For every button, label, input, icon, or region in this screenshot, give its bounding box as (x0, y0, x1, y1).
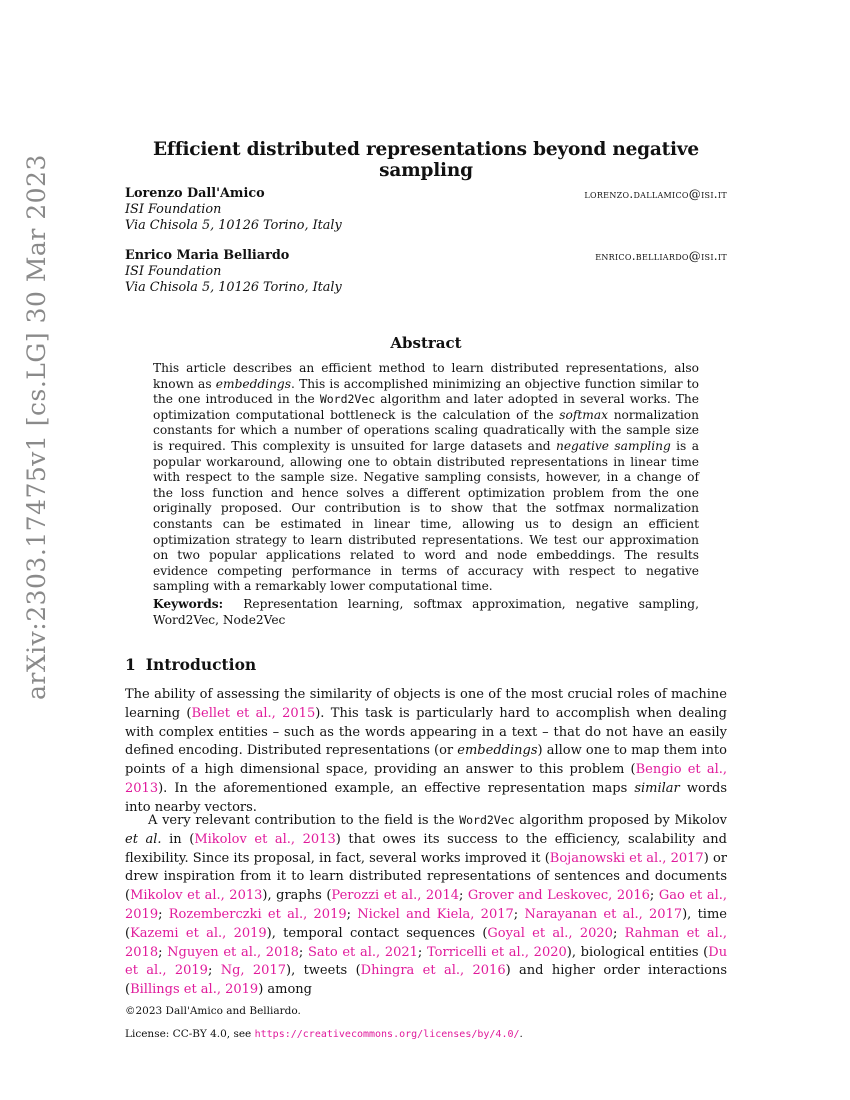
body-text: ). This task is particularly hard to accomplish when dealing with complex entities – such as the words appearing in a text – that do not have an easily defined encoding. Distributed representations (or (125, 705, 728, 759)
author-affiliation: ISI Foundation (125, 264, 222, 280)
citation-link[interactable]: Bellet et al., 2015 (191, 705, 316, 721)
arxiv-identifier-stamp: arXiv:2303.17475v1 [cs.LG] 30 Mar 2023 (22, 154, 51, 700)
citation-link[interactable]: Perozzi et al., 2014 (331, 888, 459, 904)
body-text: The ability of assessing the similarity of objects is one of the most crucial roles of machine learning ( (125, 687, 727, 721)
section-title: Introduction (145, 655, 257, 674)
body-text: ) or drew inspiration from it to learn distributed representations of sentences and documents ( (125, 850, 727, 904)
body-text: ), temporal contact sequences ( (266, 925, 488, 941)
abstract-code: Word2Vec (319, 392, 376, 407)
author-block-2 (125, 248, 727, 297)
license-url-link[interactable]: https://creativecommons.org/licenses/by/4.0/ (254, 1029, 520, 1040)
abstract-text: is a popular workaround, allowing one to obtain distributed representations in linear time with respect to the sample size. Negative sampling consists, however, in a change of the loss function and hence solves a different optimization problem from the one originally proposed. Our contribution is to show that the sotfmax normalization constants can be estimated in linear time, allowing us to design an efficient optimization strategy to learn distributed representations. We test our approximation on two popular applications related to word and node embeddings. The results evidence competing performance in terms of accuracy with respect to negative sampling with a remarkably lower computational time. (153, 438, 699, 594)
abstract-emphasis: negative sampling (556, 438, 671, 453)
body-text: ), tweets ( (286, 963, 361, 979)
citation-link[interactable]: Du et al., 2019 (125, 944, 728, 979)
section-heading (125, 655, 256, 674)
citation-link[interactable]: Billings et al., 2019 (130, 982, 259, 998)
body-text: ) and higher order interactions ( (125, 963, 727, 998)
abstract-body (153, 361, 699, 628)
body-text: ), time ( (125, 906, 727, 941)
citation-link[interactable]: Torricelli et al., 2020 (427, 944, 567, 960)
author-name: Lorenzo Dall'Amico (125, 186, 265, 201)
abstract-text: normalization constants for which a number of operations scaling quadratically with the sample size is required. This complexity is unsuited for large datasets and (153, 407, 699, 453)
license-suffix: . (519, 1028, 523, 1040)
author-name: Enrico Maria Belliardo (125, 248, 290, 263)
citation-link[interactable]: Gao et al., 2019 (125, 888, 728, 922)
author-affiliation: ISI Foundation (125, 202, 222, 218)
abstract-heading: Abstract (390, 334, 462, 352)
abstract-text: . This is accomplished minimizing an objective function similar to the one introduced in the (153, 376, 699, 407)
author-email: lorenzo.dallamico@isi.it (584, 187, 727, 201)
author-address: Via Chisola 5, 10126 Torino, Italy (125, 280, 342, 296)
license-notice (125, 1028, 727, 1040)
citation-link[interactable]: Sato et al., 2021 (307, 944, 418, 960)
citation-link[interactable]: Goyal et al., 2020 (487, 925, 613, 941)
body-text: words into nearby vectors. (125, 780, 727, 815)
keywords-label: Keywords: (153, 596, 224, 611)
body-text: algorithm proposed by Mikolov (514, 813, 728, 828)
citation-link[interactable]: Nickel and Kiela, 2017 (357, 906, 514, 922)
body-text: ) that owes its success to the efficiency, scalability and flexibility. Since its proposal, in fact, several works improved it ( (125, 831, 727, 866)
author-block-1 (125, 186, 727, 235)
citation-link[interactable]: Dhingra et al., 2016 (360, 963, 506, 979)
emphasis: et al. (125, 831, 162, 847)
body-text: A very relevant contribution to the field is the (148, 813, 460, 828)
abstract-text: This article describes an efficient method to learn distributed representations, also known as (153, 361, 699, 391)
citation-link[interactable]: Bengio et al., 2013 (125, 762, 727, 796)
keywords (153, 597, 699, 628)
paragraph-1 (125, 686, 727, 818)
body-text: ) allow one to map them into points of a high dimensional space, providing an answer to this problem ( (125, 743, 727, 778)
citation-link[interactable]: Rahman et al., 2018 (125, 925, 727, 960)
abstract-emphasis: softmax (559, 407, 608, 422)
author-address: Via Chisola 5, 10126 Torino, Italy (125, 218, 342, 234)
paper-title: Efficient distributed representations beyond negative sampling (153, 139, 699, 181)
body-text: ). In the aforementioned example, an effective representation maps (158, 780, 635, 796)
citation-link[interactable]: Kazemi et al., 2019 (130, 925, 267, 941)
abstract-text: algorithm and later adopted in several works. The optimization computational bottleneck is the calculation of the (153, 392, 699, 422)
citation-link[interactable]: Nguyen et al., 2018 (167, 944, 299, 960)
emphasis: similar (634, 780, 680, 796)
copyright-notice: ©2023 Dall'Amico and Belliardo. (125, 1005, 301, 1017)
author-email: enrico.belliardo@isi.it (595, 249, 727, 263)
abstract-emphasis: embeddings (215, 376, 291, 391)
citation-link[interactable]: Mikolov et al., 2013 (194, 831, 336, 847)
body-text: in ( (161, 831, 195, 847)
citation-link[interactable]: Bojanowski et al., 2017 (549, 850, 704, 866)
body-text: ) among (258, 982, 313, 998)
citation-link[interactable]: Narayanan et al., 2017 (524, 906, 683, 922)
body-text: ), graphs ( (262, 888, 332, 904)
keywords-list: Representation learning, softmax approximation, negative sampling, Word2Vec, Node2Vec (153, 596, 699, 627)
section-number: 1 (125, 655, 136, 674)
inline-code: Word2Vec (459, 813, 515, 827)
body-text: ), biological entities ( (566, 944, 709, 960)
citation-link[interactable]: Grover and Leskovec, 2016 (467, 888, 650, 904)
emphasis: embeddings (457, 743, 538, 759)
paragraph-2: A very relevant contribution to the field is the Word2Vec algorithm proposed by Mikolov et al. in (Mikolov et al., 2013) that owes its success to the efficiency, scalability and flexibility. Since its proposal, in fact, several works improved it (Bojanowski et al., 2017) or drew inspiration from it to learn distributed representations of sentences and documents (Mikolov et al., 2013), graphs (Perozzi et al., 2014; Grover and Leskovec, 2016; Gao et al., 2019; Rozemberczki et al., 2019; Nickel and Kiela, 2017; Narayanan et al., 2017), time (Kazemi et al., 2019), temporal contact sequences (Goyal et al., 2020; Rahman et al., 2018; Nguyen et al., 2018; Sato et al., 2021; Torricelli et al., 2020), biological entities (Du et al., 2019; Ng, 2017), tweets (Dhingra et al., 2016) and higher order interactions (Billings et al., 2019) among (125, 813, 728, 998)
license-prefix: License: CC-BY 4.0, see (125, 1028, 255, 1040)
citation-link[interactable]: Rozemberczki et al., 2019 (168, 906, 347, 922)
citation-link[interactable]: Mikolov et al., 2013 (130, 888, 263, 904)
citation-link[interactable]: Ng, 2017 (220, 963, 286, 979)
